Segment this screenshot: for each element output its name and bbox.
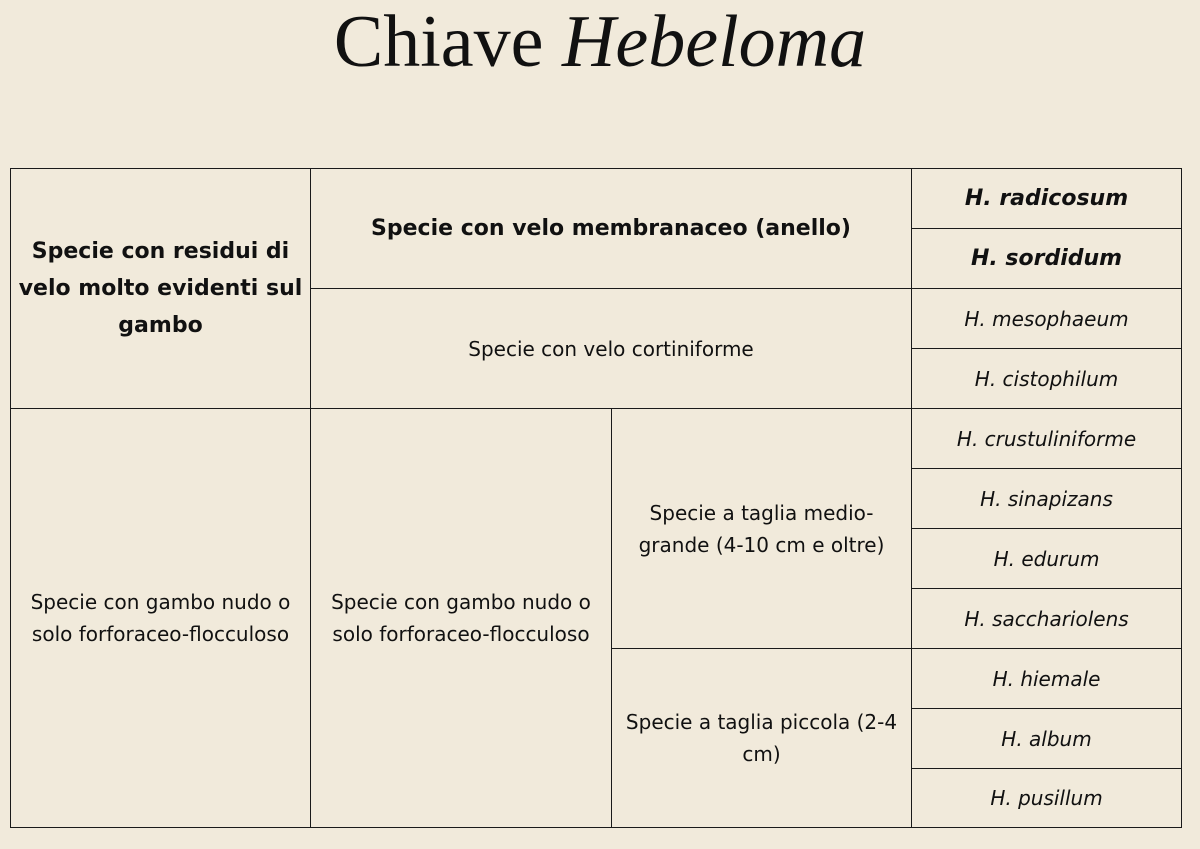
species-cell: H. mesophaeum (912, 289, 1182, 349)
bare-stem-cell: Specie con gambo nudo o solo forforaceo-flocculoso (311, 409, 612, 828)
page-title (0, 2, 1200, 82)
species-cell: H. radicosum (912, 169, 1182, 229)
veiled-group-cell: Specie con residui di velo molto evidenti sul gambo (11, 169, 311, 409)
cortina-veil-cell: Specie con velo cortiniforme (311, 289, 912, 409)
species-cell: H. sacchariolens (912, 589, 1182, 649)
species-cell: H. pusillum (912, 769, 1182, 828)
title-genus: Hebeloma (561, 1, 867, 83)
species-cell: H. hiemale (912, 649, 1182, 709)
species-cell: H. album (912, 709, 1182, 769)
species-cell: H. cistophilum (912, 349, 1182, 409)
medium-large-size-cell: Specie a taglia medio-grande (4-10 cm e oltre) (612, 409, 912, 649)
title-prefix: Chiave (333, 1, 544, 83)
table-row (11, 169, 1182, 229)
species-cell: H. crustuliniforme (912, 409, 1182, 469)
species-cell: H. edurum (912, 529, 1182, 589)
membranous-veil-cell: Specie con velo membranaceo (anello) (311, 169, 912, 289)
identification-key-table (10, 168, 1182, 828)
small-size-cell: Specie a taglia piccola (2-4 cm) (612, 649, 912, 828)
species-cell: H. sordidum (912, 229, 1182, 289)
bare-stem-cell: Specie con gambo nudo o solo forforaceo-flocculoso (11, 409, 311, 828)
table-row (11, 409, 1182, 469)
species-cell: H. sinapizans (912, 469, 1182, 529)
